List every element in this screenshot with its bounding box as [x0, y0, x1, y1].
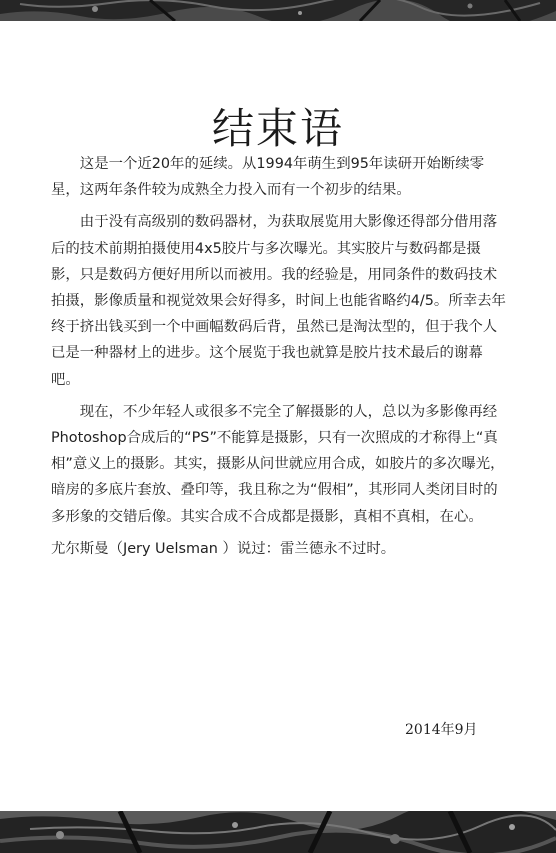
body-text	[51, 151, 506, 568]
paragraph-2: 由于没有高级别的数码器材，为获取展览用大影像还得部分借用落后的技术前期拍摄使用4x5胶片与多次曝光。其实胶片与数码都是摄影，只是数码方便好用所以而被用。我的经验是，用同条件的数码技术拍摄，影像质量和视觉效果会好得多，时间上也能省略约4/5。所幸去年终于挤出钱买到一个中画幅数码后背，虽然已是淘汰型的，但于我个人已是一种器材上的进步。这个展览于我也就算是胶片技术最后的谢幕吧。	[51, 214, 506, 388]
page-title: 结束语	[211, 104, 344, 154]
ink-texture-top-graphic	[0, 0, 556, 21]
ink-texture-bottom-graphic	[0, 811, 556, 853]
ink-texture-bottom-band	[0, 811, 556, 853]
paragraph-1: 这是一个近20年的延续。从1994年萌生到95年读研开始断续零星，这两年条件较为成熟全力投入而有一个初步的结果。	[51, 156, 485, 199]
paragraph-3: 现在，不少年轻人或很多不完全了解摄影的人，总以为多影像再经Photoshop合成后的“PS”不能算是摄影，只有一次照成的才称得上“真相”意义上的摄影。其实，摄影从问世就应用合成，如胶片的多次曝光，暗房的多底片套放、叠印等，我且称之为“假相”，其形同人类闭目时的多形象的交错后像。其实合成不合成都是摄影，真相不真相，在心。	[51, 403, 505, 525]
quote-line: 尤尔斯曼（Jery Uelsman ）说过：雷兰德永不过时。	[51, 540, 396, 557]
ink-texture-top-band	[0, 0, 556, 21]
date-line: 2014年9月	[405, 722, 478, 738]
